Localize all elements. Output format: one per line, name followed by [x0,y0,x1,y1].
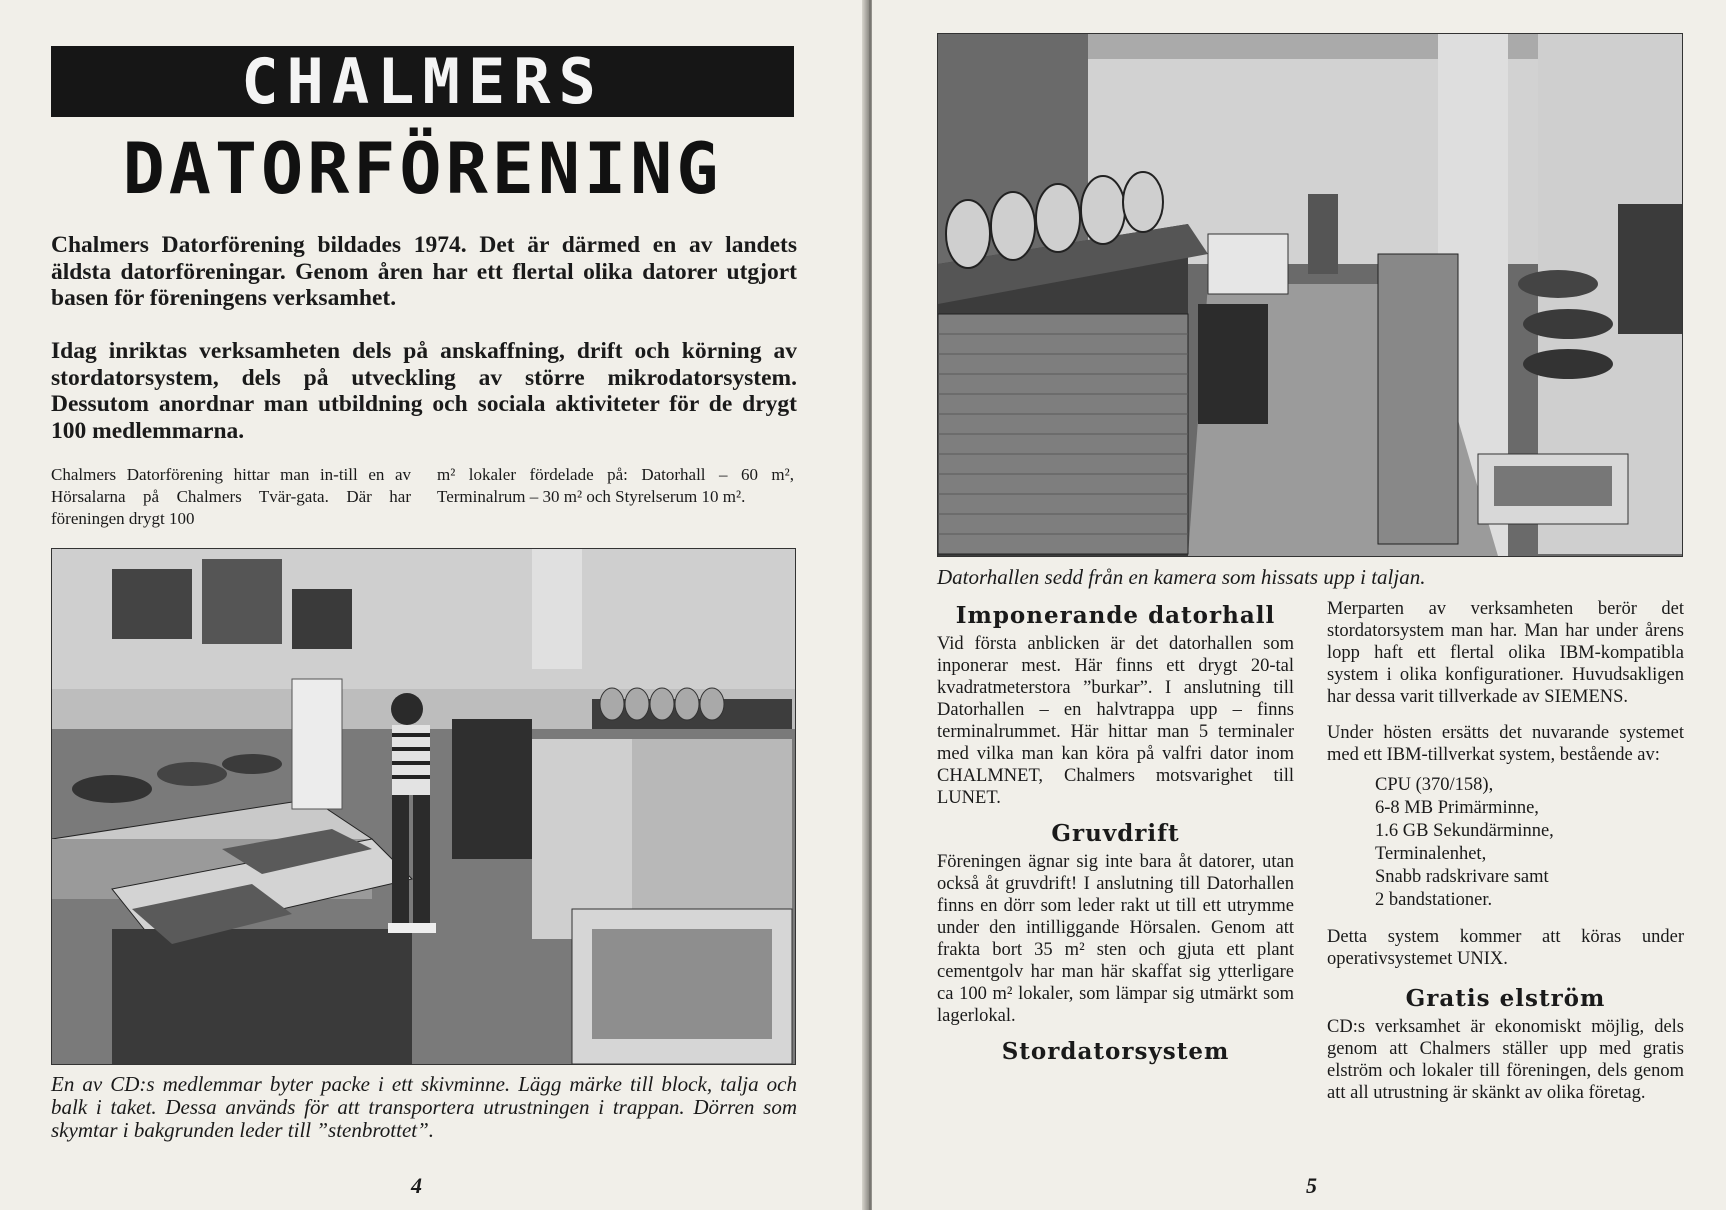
title-banner [51,46,794,117]
text-unix: Detta system kommer att köras under operativsystemet UNIX. [1327,927,1684,969]
page-number-right: 5 [1306,1173,1317,1198]
location-text-left: Chalmers Datorförening hittar man in-till en av Hörsalarna på Chalmers Tvär-gata. Där har föreningen drygt 100 [51,465,411,528]
title-line-2: DATORFÖRENING [122,128,723,210]
spec-item: CPU (370/158), [1375,775,1494,795]
text-gratis-elstrom: CD:s verksamhet är ekonomiskt möjlig, dels genom att Chalmers ställer upp med gratis elström och lokaler till föreningen, dels genom att all utrustning är skänkt av olika företag. [1327,1017,1684,1103]
heading-stordatorsystem: Stordatorsystem [1001,1038,1230,1065]
right-column-1 [937,602,1294,1065]
location-text-right: m² lokaler fördelade på: Datorhall – 60 m², Terminalrum – 30 m² och Styrelserum 10 m². [437,465,794,506]
photo-caption-right: Datorhallen sedd från en kamera som hissats upp i taljan. [937,565,1426,589]
title-line-1: CHALMERS [241,45,604,118]
heading-imponerande-datorhall: Imponerande datorhall [955,602,1276,629]
right-column-2 [1327,598,1684,1104]
text-imponerande-datorhall: Vid första anblicken är det datorhallen som inponerar mest. Här finns ett drygt 20-tal kvadratmeterstora ”burkar”. I anslutning till Datorhallen – en halvtrappa upp – finns terminalrummet. Här hittar man 5 terminaler med vilka man kan köra på valfri dator inom CHALMNET, Chalmers motsvarighet till LUNET. [937,634,1294,808]
page-number-left: 4 [411,1173,422,1198]
spec-item: 1.6 GB Sekundärminne, [1375,821,1554,841]
photo-member-changing-disk-pack [51,548,796,1065]
intro-paragraph-1: Chalmers Datorförening bildades 1974. Det är därmed en av landets äldsta datorföreningar. Genom åren har ett flertal olika datorer utgjort basen för föreningens verksamhet. [51,232,797,311]
spec-item: 2 bandstationer. [1375,890,1493,910]
text-gruvdrift: Föreningen ägnar sig inte bara åt datorer, utan också åt gruvdrift! I anslutning till Datorhallen finns en dörr som leder rakt ut till ett utrymme under den intilliggande Hörsalen. Genom att frakta bort 35 m² sten och gjuta ett plant cementgolv har man här skaffat sig ytterligare ca 100 m² lokaler, som lämpar sig utmärkt som lagerlokal. [937,852,1294,1026]
heading-gruvdrift: Gruvdrift [1051,820,1180,847]
text-hosten: Under hösten ersätts det nuvarande systemet med ett IBM-tillverkat system, bestående av: [1327,723,1684,765]
photo-computer-hall-from-above [937,33,1683,557]
intro-paragraph-2: Idag inriktas verksamheten dels på anskaffning, drift och körning av stordatorsystem, dels på utveckling av större mikrodatorsystem. Dessutom anordnar man utbildning och sociala aktiviteter för de drygt 100 medlemmarna. [51,338,797,444]
heading-gratis-elstrom: Gratis elström [1405,985,1606,1012]
text-stordatorsystem: Merparten av verksamheten berör det stordatorsystem man har. Man har under årens lopp haft ett flertal olika IBM-kompatibla system i olika konfigurationer. Huvudsakligen har dessa varit tillverkade av SIEMENS. [1327,599,1684,707]
spec-item: 6-8 MB Primärminne, [1375,798,1539,818]
spec-item: Terminalenhet, [1375,844,1487,864]
system-spec-list [1375,774,1684,912]
spec-item: Snabb radskrivare samt [1375,867,1549,887]
photo-caption-left: En av CD:s medlemmar byter packe i ett skivminne. Lägg märke till block, talja och balk i taket. Dessa används för att transportera utrustningen i trappan. Dörren som skymtar i bakgrunden leder till ”stenbrottet”. [51,1072,797,1142]
